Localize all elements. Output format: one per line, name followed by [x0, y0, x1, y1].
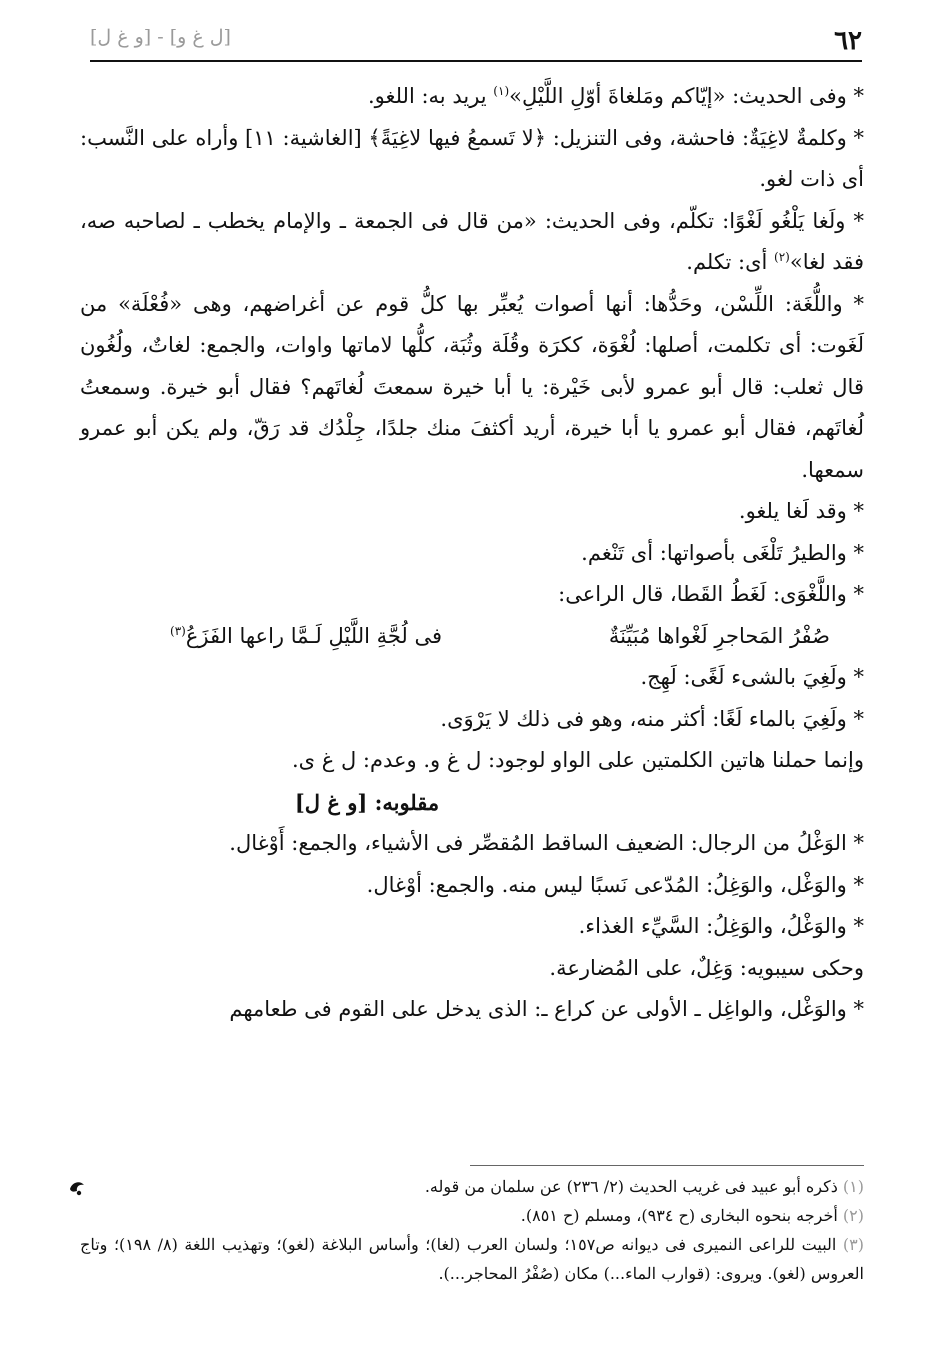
paragraph-text: * وفى الحديث: «إيّاكم ومَلغاةَ أوّلِ اللَّيْلِ» [509, 84, 864, 108]
footnote-ref: (٢) [774, 250, 790, 264]
verse-first-hemistich: صُفْرُ المَحاجرِ لَغْواها مُبَيِّنَةٌ [608, 623, 830, 648]
footnotes [80, 1172, 864, 1288]
verse-text: فى لُجَّةِ اللَّيْلِ لَـمَّا راعها الفَزَعُ [185, 623, 443, 648]
footnote [80, 1172, 864, 1201]
footnote [80, 1230, 864, 1288]
paragraph: * والطيرُ تَلْغَى بأصواتها: أى تَنْغم. [581, 540, 864, 565]
footnote-rule [470, 1165, 864, 1166]
paragraph: * ولَغِيَ بالماء لَغًا: أكثر منه، وهو فى ذلك لا يَرْوَى. [440, 706, 864, 731]
header-rule [90, 60, 862, 62]
paragraph-text: * ولَغا يَلْغُو لَغْوًا: تكلّم، وفى الحديث: «من قال فى الجمعة ـ والإمام يخطب ـ لصاحبه صه، فقد لغا» [80, 208, 864, 274]
main-text [80, 76, 864, 1031]
footnote-ref: (١) [493, 84, 510, 98]
paragraph-text: أى: تكلم. [686, 250, 775, 274]
footnote-marker: (١) [842, 1177, 864, 1196]
page-header [90, 22, 862, 62]
paragraph: وحكى سيبويه: وَغِلٌ، على المُضارعة. [549, 955, 864, 980]
paragraph: * وكلمةٌ لاغِيَةٌ: فاحشة، وفى التنزيل: ﴿لا تَسمعُ فيها لاغِيَةً﴾ [الغاشية: ١١] وأراه على النَّسب: أى ذات لغو. [80, 125, 864, 191]
paragraph-text: يريد به: اللغو. [367, 84, 494, 108]
footnote [80, 1201, 864, 1230]
paragraph: وإنما حملنا هاتين الكلمتين على الواو لوجود: ل غ و. وعدم: ل غ ى. [292, 748, 864, 772]
section-heading: مقلوبه: [و غ ل] [294, 789, 440, 815]
paragraph: * الوَغْلُ من الرجال: الضعيف الساقط المُقصِّر فى الأشياء، والجمع: أَوْغال. [229, 831, 864, 855]
footnote-text: ذكره أبو عبيد فى غريب الحديث (٢/ ٢٣٦) عن سلمان من قوله. [424, 1177, 843, 1196]
footnote-marker: (٣) [842, 1235, 865, 1254]
paragraph [80, 76, 864, 118]
footnote-text: البيت للراعى النميرى فى ديوانه ص١٥٧؛ ولسان العرب (لغا)؛ وأساس البلاغة (لغو)؛ وتهذيب اللغة (٨/ ١٩٨)؛ وتاج العروس (لغو). ويروى: (قوارب الماء...) مكان (صُفْرُ المحاجر...). [80, 1235, 864, 1283]
paragraph: * والوَغْل، والوَغِلُ: المُدّعى نَسبًا ليس منه. والجمع: أوْغال. [366, 872, 864, 897]
running-head: [ل غ و] - [و غ ل] [90, 26, 231, 48]
paragraph: * واللُّغَة: اللِّسْن، وحَدُّها: أنها أصوات يُعبِّر بها كلُّ قوم عن أغراضهم، وهى «فُعْلَة» من لَغَوت: أى تكلمت، أصلها: لُغْوَة، ككرَة وقُلَة وثُبَة، كلُّها لاماتها واوات، والجمع: لغاتٌ، ولُغُون قال ثعلب: قال أبو عمرو لأبى خَيْرة: يا أبا خيرة سمعتَ لُغاتَهم؟ فقال أبو خيرة. وسمعتُ لُغاتَهم، فقال أبو عمرو يا أبا خيرة، أريد أكثفَ منك جلدًا، جِلْدُك قد رَقّ، ولم يكن أبو عمرو سمعها. [80, 291, 864, 482]
poetry-verse [80, 616, 864, 658]
paragraph: * واللَّغْوَى: لَغَطُ القَطا، قال الراعى: [558, 582, 864, 606]
paragraph: * ولَغِيَ بالشىء لَغًى: لَهِج. [640, 665, 864, 689]
page-number: ٦٢ [834, 26, 862, 56]
paragraph [80, 201, 864, 284]
footnote-text: أخرجه بنحوه البخارى (ح ٩٣٤)، ومسلم (ح ٨٥١). [520, 1206, 843, 1225]
footnote-ref: (٣) [170, 623, 186, 638]
footnote-marker: (٢) [842, 1206, 864, 1225]
paragraph: * وقد لَغا يلغو. [738, 499, 864, 523]
verse-second-hemistich [170, 616, 442, 658]
paragraph: * والوَغْل، والواغِل ـ الأولى عن كراع ـ: الذى يدخل على القوم فى طعامهم [229, 997, 864, 1021]
paragraph: * والوَغْلُ، والوَغِلُ: السَّيِّء الغذاء. [578, 914, 864, 938]
